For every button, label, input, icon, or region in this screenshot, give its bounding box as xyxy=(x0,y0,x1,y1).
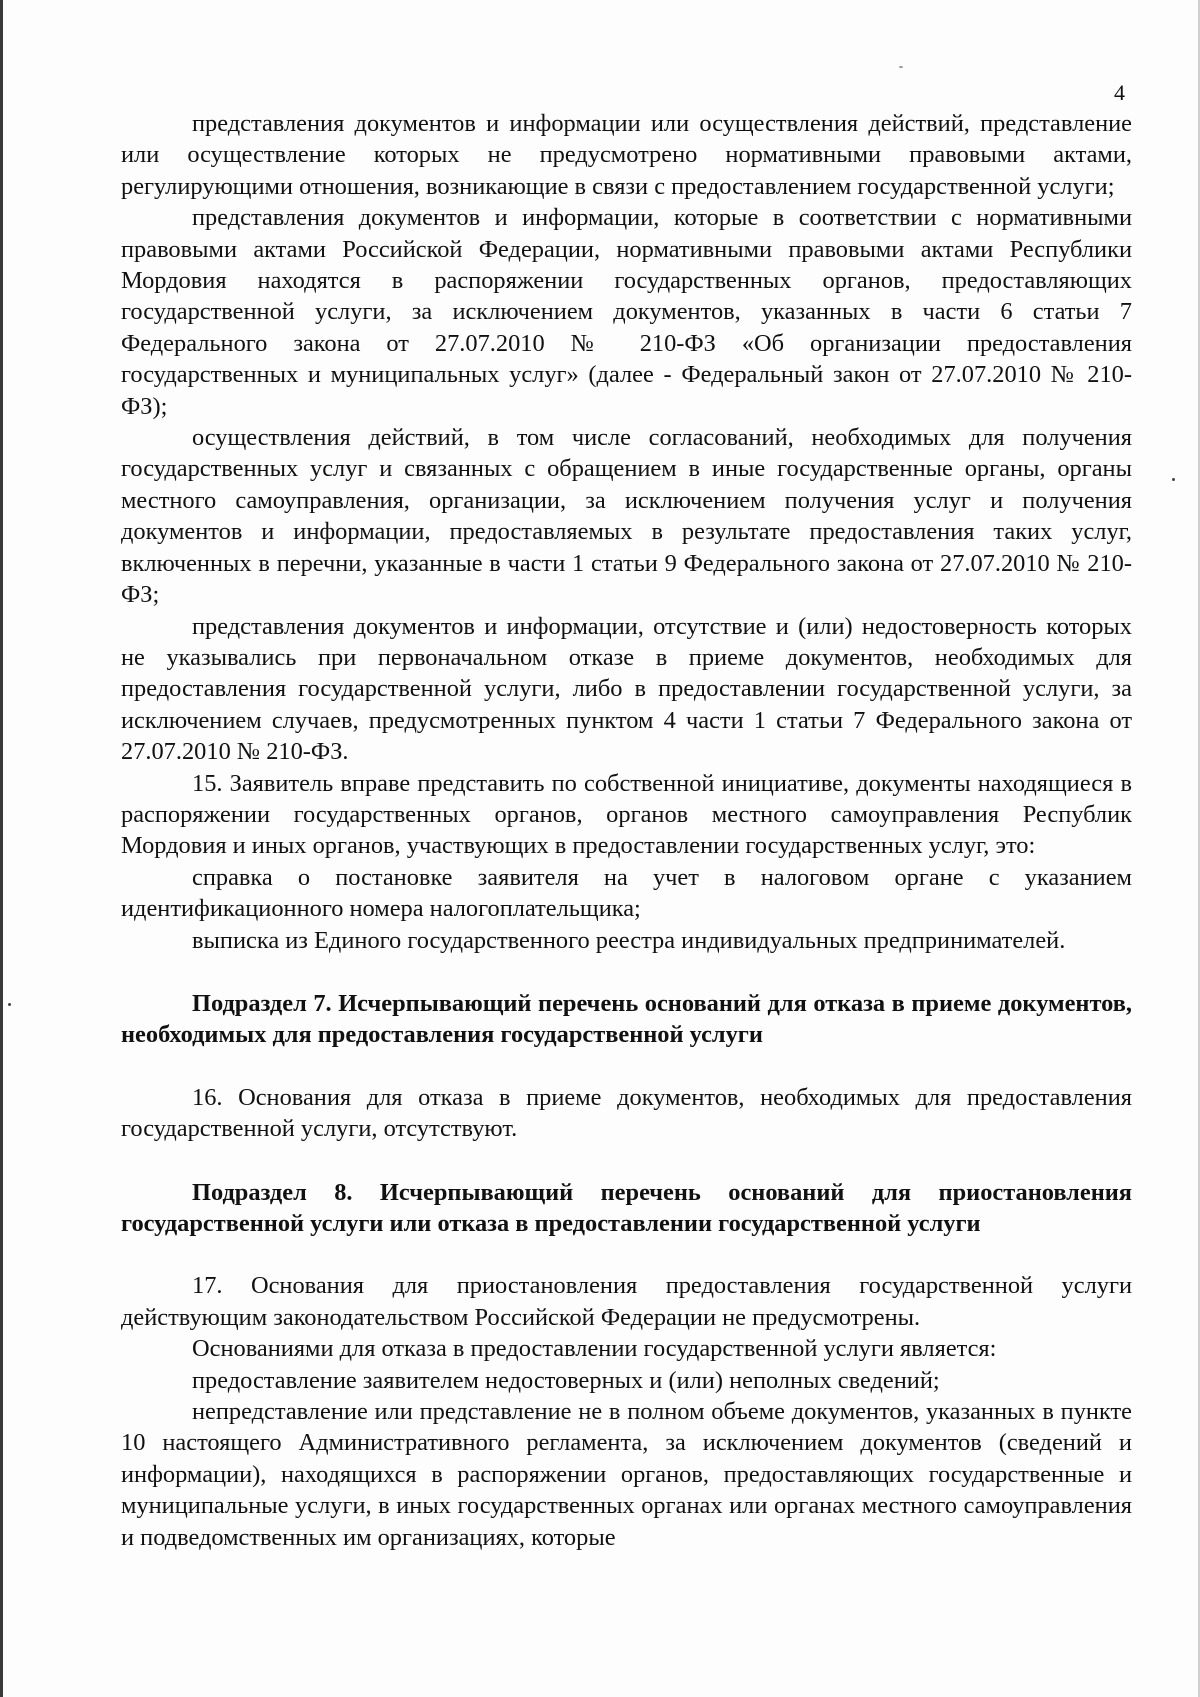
spacer xyxy=(121,1239,1132,1270)
body-paragraph: представления документов и информации или осуществления действий, представление или осуществление которых не предусмотрено нормативными правовыми актами, регулирующими отношения, возникающие в связи с предоставлением государственной услуги; xyxy=(121,110,1132,200)
body-paragraph: 17. Основания для приостановления предоставления государственной услуги действующим законодательством Российской Федерации не предусмотрены. xyxy=(121,1272,1132,1331)
page-number: 4 xyxy=(1114,80,1125,105)
body-paragraph: предоставление заявителем недостоверных и (или) неполных сведений; xyxy=(192,1366,940,1394)
section-heading-7: Подраздел 7. Исчерпывающий перечень оснований для отказа в приеме документов, необходимых для предоставления государственной услуги xyxy=(121,989,1132,1049)
body-paragraph: непредставление или представление не в полном объеме документов, указанных в пункте 10 настоящего Административного регламента, за исключением документов (сведений и информации), находящихся в распоряжении органов, предоставляющих государственные и муниципальные услуги, в иных государственных органах или органах местного самоуправления и подведомственных им организациях, которые xyxy=(121,1398,1132,1551)
scan-speck xyxy=(899,66,903,68)
body-paragraph: представления документов и информации, отсутствие и (или) недостоверность которых не указывались при первоначальном отказе в приеме документов, необходимых для предоставления государственной услуги, либо в предоставлении государственной услуги, за исключением случаев, предусмотренных пунктом 4 части 1 статьи 7 Федерального закона от 27.07.2010 № 210-ФЗ. xyxy=(121,612,1132,766)
section-heading-8: Подраздел 8. Исчерпывающий перечень оснований для приостановления государственной услуги или отказа в предоставлении государственной услуги xyxy=(121,1178,1132,1237)
scan-edge-left xyxy=(0,0,3,1697)
body-paragraph: представления документов и информации, которые в соответствии с нормативными правовыми актами Российской Федерации, нормативными правовыми актами Республики Мордовия находятся в распоряжении государственных органов, предоставляющих государственной услуги, за исключением документов, указанных в части 6 статьи 7 Федерального закона от 27.07.2010 № 210-ФЗ «Об организации предоставления государственных и муниципальных услуг» (далее - Федеральный закон от 27.07.2010 № 210-ФЗ); xyxy=(121,204,1132,420)
body-paragraph: 15. Заявитель вправе представить по собственной инициативе, документы находящиеся в распоряжении государственных органов, органов местного самоуправления Республик Мордовия и иных органов, участвующих в предоставлении государственных услуг, это: xyxy=(121,769,1132,860)
body-paragraph: осуществления действий, в том числе согласований, необходимых для получения государственных услуг и связанных с обращением в иные государственные органы, органы местного самоуправления, организации, за исключением получения услуг и получения документов и информации, предоставляемых в результате предоставления таких услуг, включенных в перечни, указанные в части 1 статьи 9 Федерального закона от 27.07.2010 № 210-ФЗ; xyxy=(121,424,1132,609)
body-paragraph: справка о постановке заявителя на учет в налоговом органе с указанием идентификационного номера налогоплательщика; xyxy=(121,863,1132,923)
body-paragraph: Основаниями для отказа в предоставлении государственной услуги является: xyxy=(192,1335,997,1363)
spacer xyxy=(121,1051,1132,1082)
scan-speck xyxy=(1172,478,1175,481)
scan-speck xyxy=(8,1003,11,1006)
spacer xyxy=(121,956,1132,988)
document-body xyxy=(121,108,1132,1553)
body-paragraph: выписка из Единого государственного реестра индивидуальных предпринимателей. xyxy=(192,926,1066,954)
body-paragraph: 16. Основания для отказа в приеме документов, необходимых для предоставления государственной услуги, отсутствуют. xyxy=(121,1083,1132,1143)
spacer xyxy=(121,1145,1132,1177)
